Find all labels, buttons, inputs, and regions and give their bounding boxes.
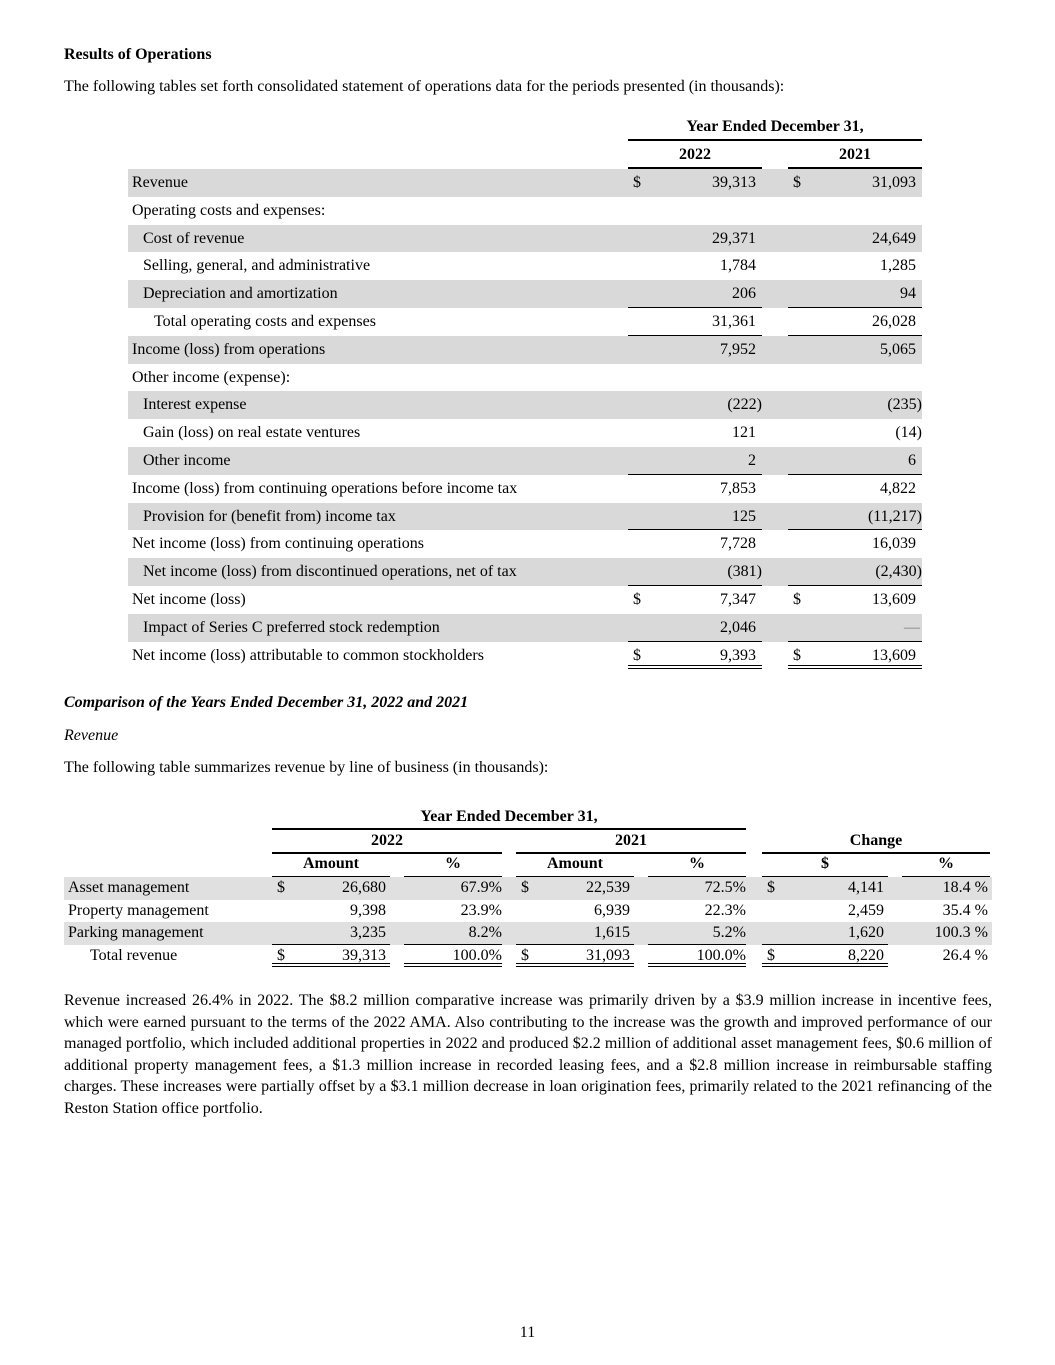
table-body: [64, 877, 992, 967]
column-header-2022: 2022: [679, 146, 711, 163]
row-label: Total revenue: [90, 946, 178, 964]
cell-v2021: [788, 558, 922, 586]
cell-value: 72.5%: [704, 879, 746, 896]
cell-v2021: [788, 475, 922, 503]
cell-value: 26.4 %: [942, 946, 988, 964]
table-row: [128, 642, 922, 670]
table-row: [128, 197, 922, 225]
cell-value: (222): [727, 396, 762, 414]
cell-value: 29,371: [712, 229, 756, 247]
cell-value: 1,784: [720, 257, 756, 275]
cell-v2021: [788, 586, 922, 614]
cell-chg_pct: [902, 900, 990, 923]
subheader-amount-2021: Amount: [546, 855, 603, 872]
cell-chg_amt: [762, 900, 888, 923]
cell-v2021: [788, 447, 922, 475]
cell-pct2022: [404, 900, 502, 923]
table-row: [128, 225, 922, 253]
column-group-change: Change: [849, 832, 903, 849]
cell-value: 5,065: [880, 340, 916, 358]
table-row: [64, 945, 992, 968]
row-label: Gain (loss) on real estate ventures: [143, 424, 361, 442]
cell-value: 1,620: [848, 924, 884, 941]
row-label: Cost of revenue: [143, 229, 245, 247]
row-label: Total operating costs and expenses: [154, 312, 376, 330]
table-row: [128, 169, 922, 197]
cell-value: 31,093: [872, 174, 916, 191]
header-rule: [516, 852, 746, 854]
row-label: Selling, general, and administrative: [143, 257, 371, 275]
revenue-intro: The following table summarizes revenue by line of business (in thousands):: [64, 759, 549, 776]
cell-amt2022: [272, 900, 390, 923]
cell-value: 39,313: [712, 174, 756, 191]
row-label: Net income (loss) from continuing operations: [132, 535, 424, 553]
header-rule: [272, 852, 502, 854]
cell-value: 8.2%: [468, 924, 502, 941]
subheader-pct-2022: %: [445, 855, 461, 872]
table-row: [128, 530, 922, 558]
cell-chg_pct: [902, 877, 990, 900]
cell-pct2021: [648, 922, 746, 945]
row-label: Revenue: [132, 174, 188, 191]
currency-symbol: $: [633, 646, 641, 664]
cell-v2022: [628, 225, 762, 253]
table-row: [128, 391, 922, 419]
currency-symbol: $: [767, 879, 775, 896]
currency-symbol: $: [277, 879, 285, 896]
row-label: Provision for (benefit from) income tax: [143, 507, 396, 525]
cell-pct2021: [648, 945, 746, 968]
table-row: [128, 475, 922, 503]
currency-symbol: $: [767, 946, 775, 964]
table-row: [128, 252, 922, 280]
cell-pct2021: [648, 900, 746, 923]
column-header-2021: 2021: [839, 146, 871, 163]
cell-value: 2: [748, 451, 756, 469]
row-label: Income (loss) from continuing operations before income tax: [132, 479, 518, 497]
cell-value: 100.0%: [452, 946, 502, 964]
cell-v2022: [628, 197, 762, 225]
cell-value: —: [904, 618, 920, 636]
header-rule: [628, 139, 922, 141]
cell-value: 4,141: [848, 879, 884, 896]
section-heading: Results of Operations: [64, 46, 212, 63]
table-row: [128, 308, 922, 336]
cell-v2021: [788, 280, 922, 308]
row-label: Income (loss) from operations: [132, 340, 326, 358]
row-label: Parking management: [68, 924, 204, 941]
row-label: Net income (loss) attributable to common stockholders: [132, 646, 484, 664]
cell-v2022: [628, 614, 762, 642]
cell-value: 1,285: [880, 257, 916, 275]
currency-symbol: $: [521, 879, 529, 896]
cell-value: 22,539: [586, 879, 630, 896]
subheader-pct-2021: %: [689, 855, 705, 872]
row-label: Other income: [143, 451, 231, 469]
cell-value: 100.3 %: [934, 924, 988, 941]
cell-value: 7,728: [720, 535, 756, 553]
cell-v2022: [628, 558, 762, 586]
currency-symbol: $: [793, 590, 801, 608]
cell-v2022: [628, 530, 762, 558]
cell-v2022: [628, 336, 762, 364]
cell-v2021: [788, 364, 922, 392]
cell-value: 13,609: [872, 646, 916, 664]
cell-v2021: [788, 169, 922, 197]
revenue-paragraph: Revenue increased 26.4% in 2022. The $8.2 million comparative increase was primarily driven by a $3.9 million increase in incentive fees, which were earned pursuant to the terms of the 2022 AMA. Also contributing to the increase was the growth and improved performance of our managed portfolio, which included additional properties in 2022 and produced $2.2 million of additional asset management fees, $0.6 million of additional property management fees, a $1.3 million increase in recorded leasing fees, and a $2.8 million increase in reimbursable staffing charges. These increases were partially offset by a $3.1 million decrease in loan origination fees, primarily related to the 2021 refinancing of the Reston Station office portfolio.: [64, 992, 992, 1117]
cell-value: 9,398: [350, 901, 386, 919]
cell-amt2021: [516, 922, 634, 945]
cell-v2022: [628, 586, 762, 614]
table-row: [128, 447, 922, 475]
cell-v2022: [628, 308, 762, 336]
currency-symbol: $: [793, 646, 801, 664]
cell-amt2022: [272, 922, 390, 945]
cell-value: 67.9%: [460, 879, 502, 896]
subheader-change-dollar: $: [821, 855, 829, 872]
cell-amt2021: [516, 877, 634, 900]
cell-v2022: [628, 419, 762, 447]
cell-value: 31,361: [712, 312, 756, 330]
cell-value: 6,939: [594, 901, 630, 919]
cell-v2021: [788, 252, 922, 280]
cell-pct2022: [404, 945, 502, 968]
cell-value: (235): [887, 396, 922, 414]
page-number: 11: [519, 1324, 536, 1341]
comparison-heading: Comparison of the Years Ended December 31, 2022 and 2021: [64, 694, 469, 711]
cell-value: 7,853: [720, 479, 756, 497]
cell-v2022: [628, 391, 762, 419]
currency-symbol: $: [277, 946, 285, 964]
cell-value: 31,093: [586, 946, 630, 964]
currency-symbol: $: [793, 174, 801, 191]
cell-value: 2,046: [720, 618, 756, 636]
cell-v2022: [628, 503, 762, 531]
row-label: Impact of Series C preferred stock redemption: [143, 618, 440, 636]
revenue-subheading: Revenue: [64, 727, 119, 744]
subheader-amount-2022: Amount: [302, 855, 359, 872]
header-rule: [272, 828, 746, 830]
cell-value: 125: [732, 507, 756, 525]
table-row: [128, 558, 922, 586]
table-row: [128, 336, 922, 364]
cell-v2021: [788, 197, 922, 225]
cell-value: 39,313: [342, 946, 386, 964]
cell-value: 121: [732, 424, 756, 442]
cell-amt2021: [516, 900, 634, 923]
cell-value: 206: [732, 285, 756, 303]
table-row: [128, 503, 922, 531]
cell-chg_amt: [762, 922, 888, 945]
cell-chg_pct: [902, 922, 990, 945]
cell-value: 100.0%: [696, 946, 746, 964]
cell-value: 24,649: [872, 229, 916, 247]
row-label: Depreciation and amortization: [143, 285, 338, 303]
table-body: [128, 169, 922, 669]
cell-v2021: [788, 503, 922, 531]
row-label: Net income (loss): [132, 590, 246, 608]
cell-value: 26,680: [342, 879, 386, 896]
row-label: Property management: [68, 901, 209, 919]
row-label: Asset management: [68, 879, 190, 896]
cell-value: 13,609: [872, 590, 916, 608]
cell-chg_pct: [902, 945, 990, 968]
subheader-change-pct: %: [938, 855, 954, 872]
cell-v2022: [628, 169, 762, 197]
cell-v2021: [788, 391, 922, 419]
column-group-2021: 2021: [615, 832, 647, 849]
cell-value: 3,235: [350, 924, 386, 941]
cell-v2022: [628, 642, 762, 670]
cell-value: 22.3%: [704, 901, 746, 919]
cell-value: 35.4 %: [942, 901, 988, 919]
cell-value: (2,430): [875, 563, 922, 581]
cell-amt2022: [272, 945, 390, 968]
cell-pct2022: [404, 922, 502, 945]
currency-symbol: $: [633, 590, 641, 608]
cell-value: 7,952: [720, 340, 756, 358]
cell-value: (14): [895, 424, 922, 442]
row-label: Other income (expense):: [132, 368, 291, 386]
cell-pct2021: [648, 877, 746, 900]
cell-amt2022: [272, 877, 390, 900]
cell-v2022: [628, 447, 762, 475]
cell-value: 26,028: [872, 312, 916, 330]
cell-v2021: [788, 419, 922, 447]
intro-text: The following tables set forth consolidated statement of operations data for the periods presented (in thousands):: [64, 78, 785, 95]
table-row: [128, 586, 922, 614]
table-row: [128, 364, 922, 392]
cell-value: 9,393: [720, 646, 756, 664]
row-label: Net income (loss) from discontinued operations, net of tax: [143, 563, 517, 581]
currency-symbol: $: [521, 946, 529, 964]
cell-v2021: [788, 308, 922, 336]
cell-v2021: [788, 336, 922, 364]
row-label: Operating costs and expenses:: [132, 201, 326, 219]
cell-value: 23.9%: [460, 901, 502, 919]
cell-v2021: [788, 642, 922, 670]
table-row: [128, 419, 922, 447]
table-row: [64, 900, 992, 923]
cell-chg_amt: [762, 877, 888, 900]
header-rule: [762, 852, 990, 854]
cell-value: 6: [908, 451, 916, 469]
cell-value: (381): [727, 563, 762, 581]
cell-v2021: [788, 530, 922, 558]
cell-value: 2,459: [848, 901, 884, 919]
cell-value: 18.4 %: [942, 879, 988, 896]
cell-value: 94: [900, 285, 916, 303]
cell-v2021: [788, 225, 922, 253]
row-label: Interest expense: [143, 396, 247, 414]
cell-amt2021: [516, 945, 634, 968]
header-group: Year Ended December 31,: [420, 808, 598, 825]
cell-v2022: [628, 280, 762, 308]
table-row: [64, 877, 992, 900]
table-row: [64, 922, 992, 945]
cell-v2021: [788, 614, 922, 642]
column-group-2022: 2022: [371, 832, 403, 849]
cell-value: (11,217): [867, 507, 922, 525]
cell-chg_amt: [762, 945, 888, 968]
table-row: [128, 614, 922, 642]
cell-value: 4,822: [880, 479, 916, 497]
cell-value: 1,615: [594, 924, 630, 941]
currency-symbol: $: [633, 174, 641, 191]
cell-pct2022: [404, 877, 502, 900]
cell-value: 5.2%: [712, 924, 746, 941]
header-group: Year Ended December 31,: [686, 118, 864, 135]
cell-value: 7,347: [720, 590, 756, 608]
cell-v2022: [628, 252, 762, 280]
cell-value: 8,220: [848, 946, 884, 964]
cell-value: 16,039: [872, 535, 916, 553]
table-row: [128, 280, 922, 308]
cell-v2022: [628, 364, 762, 392]
cell-v2022: [628, 475, 762, 503]
